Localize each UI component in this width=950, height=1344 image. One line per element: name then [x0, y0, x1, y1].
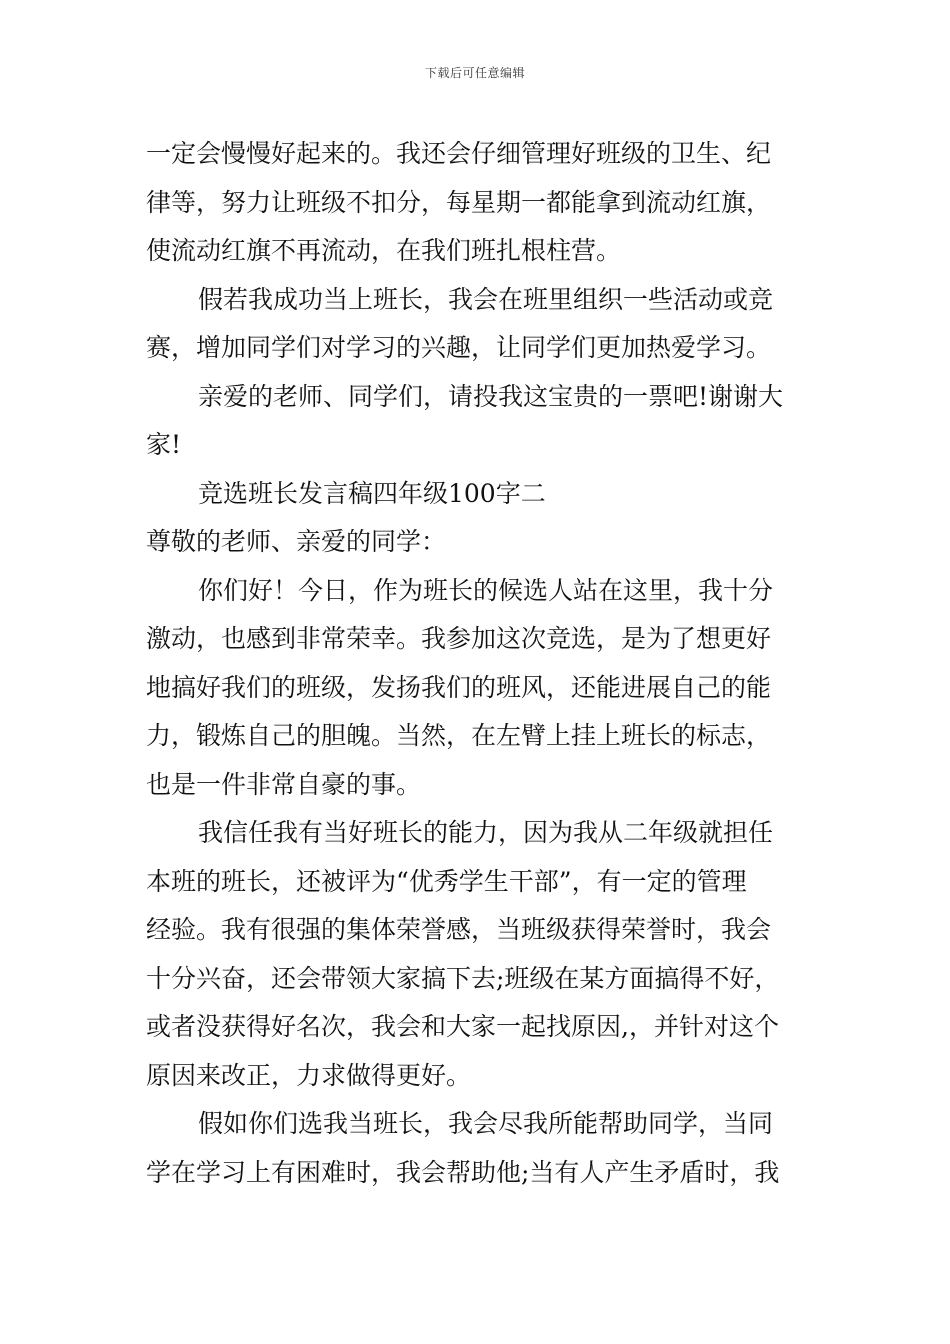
- text-line: 地搞好我们的班级，发扬我们的班风，还能进展自己的能: [146, 672, 772, 702]
- paragraph-start-line: 亲爱的老师、同学们，请投我这宝贵的一票吧!谢谢大: [198, 381, 784, 411]
- text-line: 赛，增加同学们对学习的兴趣，让同学们更加热爱学习。: [146, 333, 772, 362]
- salutation: 尊敬的老师、亲爱的同学：: [146, 527, 447, 556]
- text-line: 学在学习上有困难时，我会帮助他;当有人产生矛盾时，我: [146, 1157, 780, 1187]
- text-line: 经验。我有很强的集体荣誉感，当班级获得荣誉时，我会: [146, 915, 772, 944]
- text-line: 使流动红旗不再流动，在我们班扎根柱营。: [146, 236, 622, 265]
- text-line: 家!: [146, 430, 182, 459]
- text-line: 力，锻炼自己的胆魄。当然，在左臂上挂上班长的标志，: [146, 721, 772, 750]
- text-line: 激动，也感到非常荣幸。我参加这次竞选，是为了想更好: [146, 624, 772, 653]
- text-line: 原因来改正，力求做得更好。: [146, 1060, 472, 1090]
- paragraph-start-line: 你们好！今日，作为班长的候选人站在这里，我十分: [198, 575, 774, 605]
- text-line: 本班的班长，还被评为“优秀学生干部”，有一定的管理: [146, 866, 747, 896]
- text-line: 也是一件非常自豪的事。: [146, 769, 422, 799]
- document-body: [146, 130, 808, 1197]
- paragraph-start-line: 假如你们选我当班长，我会尽我所能帮助同学，当同: [198, 1109, 774, 1138]
- section-title: 竞选班长发言稿四年级100字二: [198, 478, 546, 508]
- paragraph-start-line: 假若我成功当上班长，我会在班里组织一些活动或竞: [198, 284, 774, 314]
- text-line: 律等，努力让班级不扣分，每星期一都能拿到流动红旗，: [146, 187, 772, 217]
- text-line: 十分兴奋，还会带领大家搞下去;班级在某方面搞得不好，: [146, 963, 780, 993]
- text-line: 一定会慢慢好起来的。我还会仔细管理好班级的卫生、纪: [146, 139, 772, 168]
- page-header: 下载后可任意编辑: [424, 66, 525, 80]
- text-line: 或者没获得好名次，我会和大家一起找原因,，并针对这个: [146, 1012, 779, 1041]
- paragraph-start-line: 我信任我有当好班长的能力，因为我从二年级就担任: [198, 818, 774, 847]
